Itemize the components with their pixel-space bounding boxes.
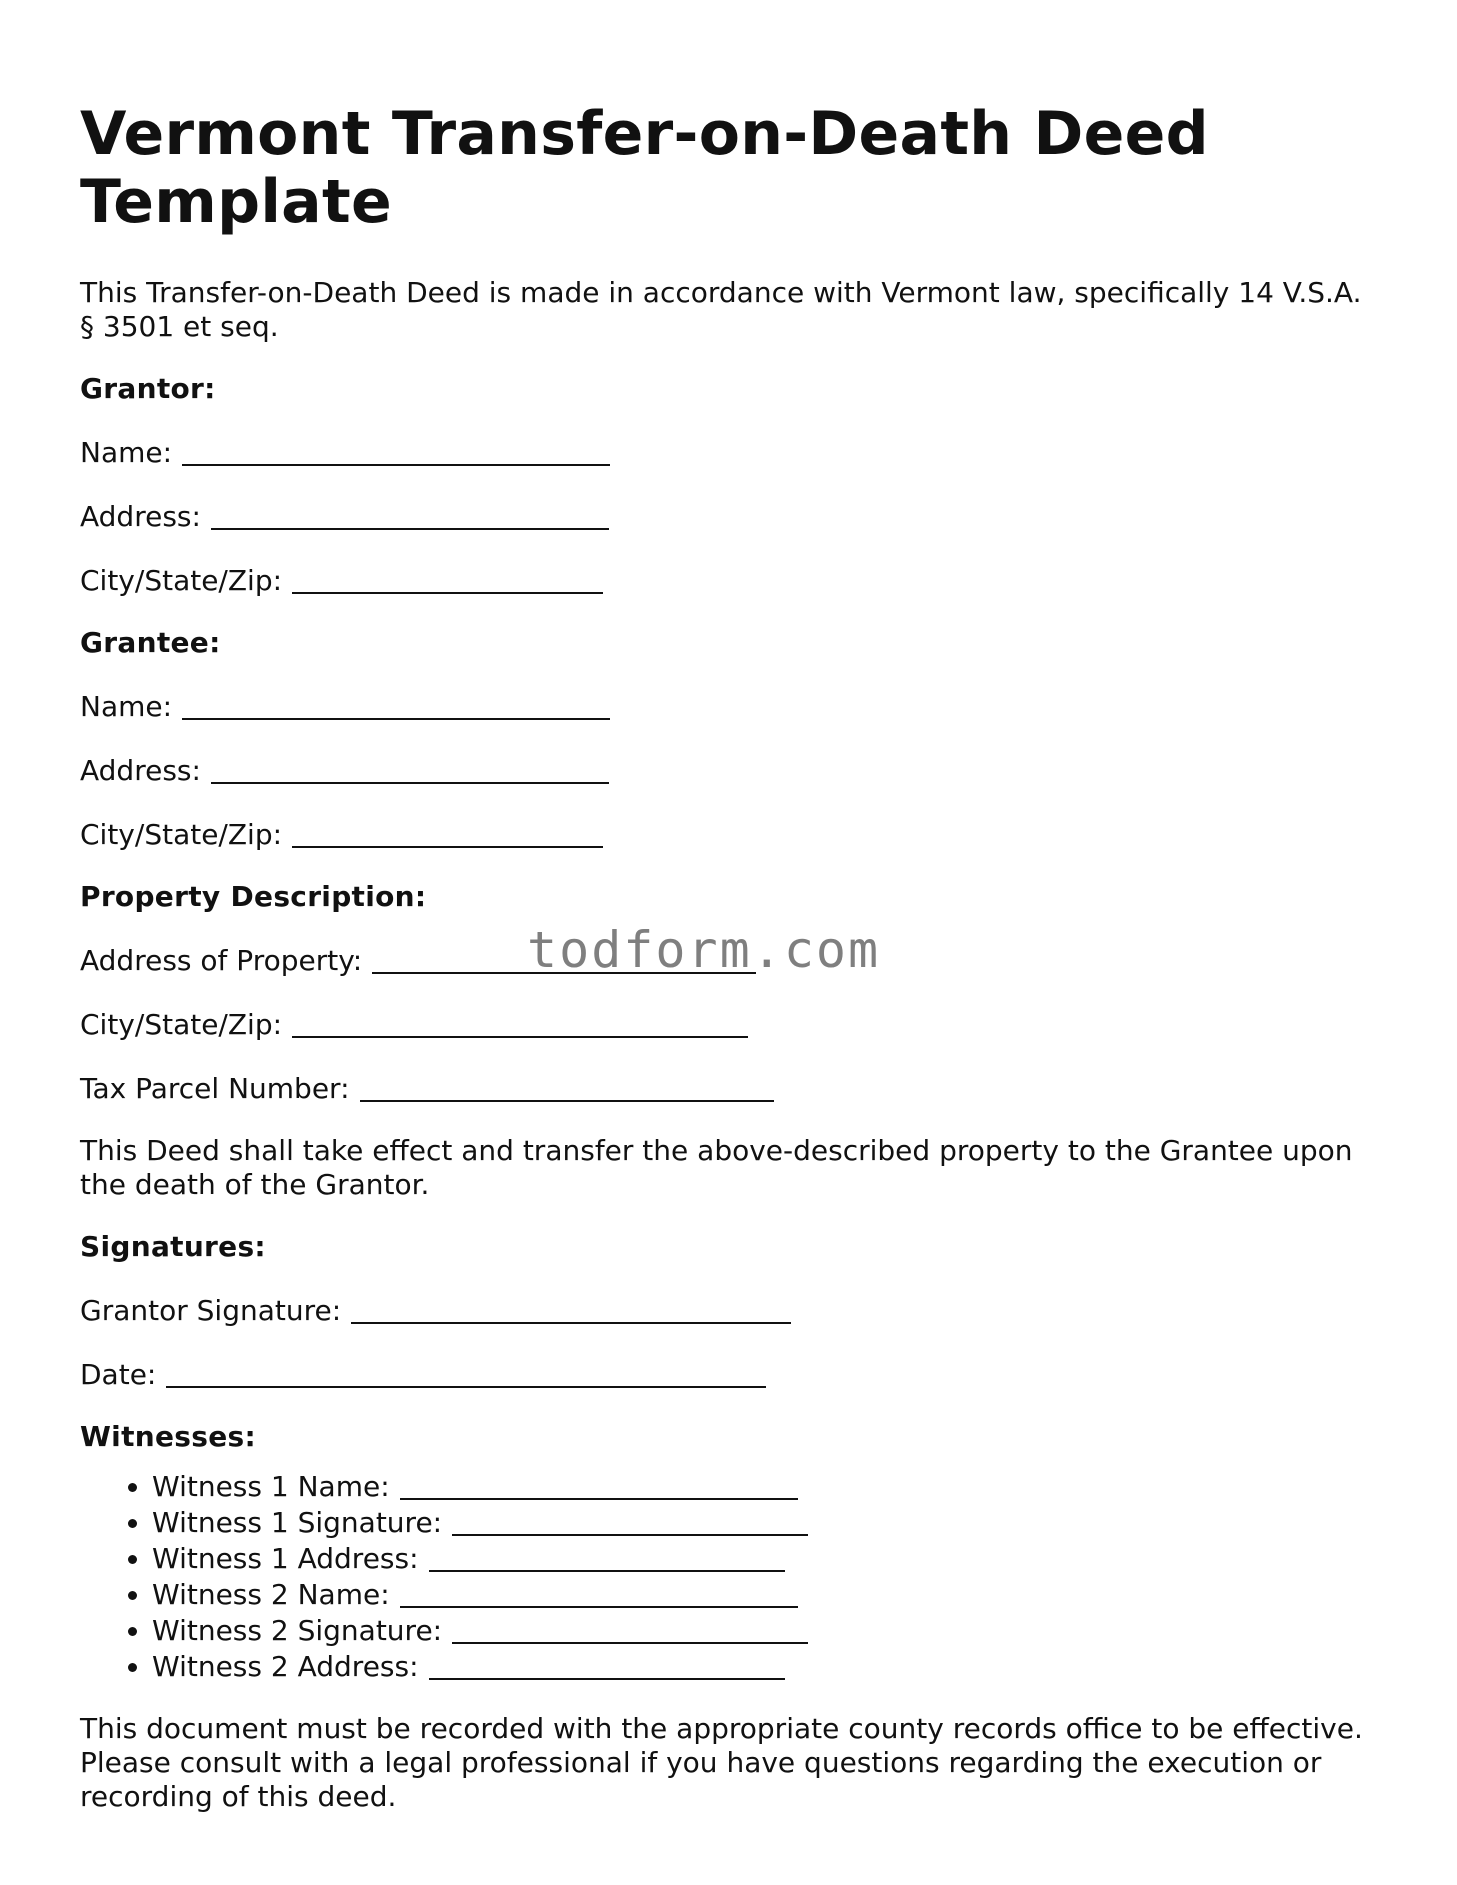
witness-2-signature-blank[interactable] — [452, 1616, 808, 1644]
witness-list — [80, 1468, 1380, 1684]
date-label: Date: — [80, 1358, 157, 1391]
property-city-blank[interactable] — [292, 1010, 748, 1038]
witness-1-signature-blank[interactable] — [452, 1508, 808, 1536]
witness-1-name-item — [152, 1468, 1380, 1504]
intro-paragraph: This Transfer-on-Death Deed is made in accordance with Vermont law, specifically 14 V.S.A. § 3501 et seq. — [80, 276, 1362, 343]
grantee-name-label: Name: — [80, 690, 173, 723]
grantee-address-blank[interactable] — [211, 756, 609, 784]
document-title: Vermont Transfer-on-Death Deed Template — [80, 99, 1209, 237]
witness-2-address-label: Witness 2 Address: — [152, 1650, 419, 1683]
grantee-name-field — [80, 688, 1380, 724]
grantor-address-field — [80, 498, 1380, 534]
witness-1-name-label: Witness 1 Name: — [152, 1470, 390, 1503]
date-blank[interactable] — [166, 1360, 766, 1388]
grantor-name-label: Name: — [80, 436, 173, 469]
grantee-address-label: Address: — [80, 754, 201, 787]
grantor-city-label: City/State/Zip: — [80, 564, 283, 597]
witnesses-heading: Witnesses: — [80, 1420, 256, 1453]
witness-2-name-item — [152, 1576, 1380, 1612]
grantor-city-field — [80, 562, 1380, 598]
date-field — [80, 1356, 1380, 1392]
witness-2-signature-item — [152, 1612, 1380, 1648]
signatures-heading: Signatures: — [80, 1230, 266, 1263]
grantor-name-blank[interactable] — [182, 438, 610, 466]
watermark-text: todform.com — [527, 921, 881, 979]
grantor-signature-field — [80, 1292, 1380, 1328]
witness-1-signature-item — [152, 1504, 1380, 1540]
witness-2-address-item — [152, 1648, 1380, 1684]
property-heading: Property Description: — [80, 880, 427, 913]
property-parcel-blank[interactable] — [360, 1074, 774, 1102]
grantee-address-field — [80, 752, 1380, 788]
witness-1-address-label: Witness 1 Address: — [152, 1542, 419, 1575]
witness-2-name-label: Witness 2 Name: — [152, 1578, 390, 1611]
grantee-heading: Grantee: — [80, 626, 221, 659]
witness-1-signature-label: Witness 1 Signature: — [152, 1506, 443, 1539]
grantor-city-blank[interactable] — [292, 566, 603, 594]
footer-note: This document must be recorded with the appropriate county records office to be effective. Please consult with a legal professional if you have questions regarding the execution or recording of this deed. — [80, 1712, 1363, 1813]
grantee-name-blank[interactable] — [182, 692, 610, 720]
property-city-field — [80, 1006, 1380, 1042]
grantor-signature-blank[interactable] — [351, 1296, 791, 1324]
grantee-city-blank[interactable] — [292, 820, 603, 848]
grantor-address-label: Address: — [80, 500, 201, 533]
grantee-city-field — [80, 816, 1380, 852]
effect-statement: This Deed shall take effect and transfer the above-described property to the Grantee upon the death of the Grantor. — [80, 1134, 1353, 1201]
grantor-heading: Grantor: — [80, 372, 216, 405]
witness-2-address-blank[interactable] — [429, 1652, 785, 1680]
property-city-label: City/State/Zip: — [80, 1008, 283, 1041]
grantor-signature-label: Grantor Signature: — [80, 1294, 342, 1327]
grantor-name-field — [80, 434, 1380, 470]
grantor-address-blank[interactable] — [211, 502, 609, 530]
property-parcel-field — [80, 1070, 1380, 1106]
witness-2-signature-label: Witness 2 Signature: — [152, 1614, 443, 1647]
witness-1-address-item — [152, 1540, 1380, 1576]
property-parcel-label: Tax Parcel Number: — [80, 1072, 350, 1105]
property-address-label: Address of Property: — [80, 944, 363, 977]
grantee-city-label: City/State/Zip: — [80, 818, 283, 851]
witness-1-name-blank[interactable] — [400, 1472, 798, 1500]
witness-1-address-blank[interactable] — [429, 1544, 785, 1572]
witness-2-name-blank[interactable] — [400, 1580, 798, 1608]
